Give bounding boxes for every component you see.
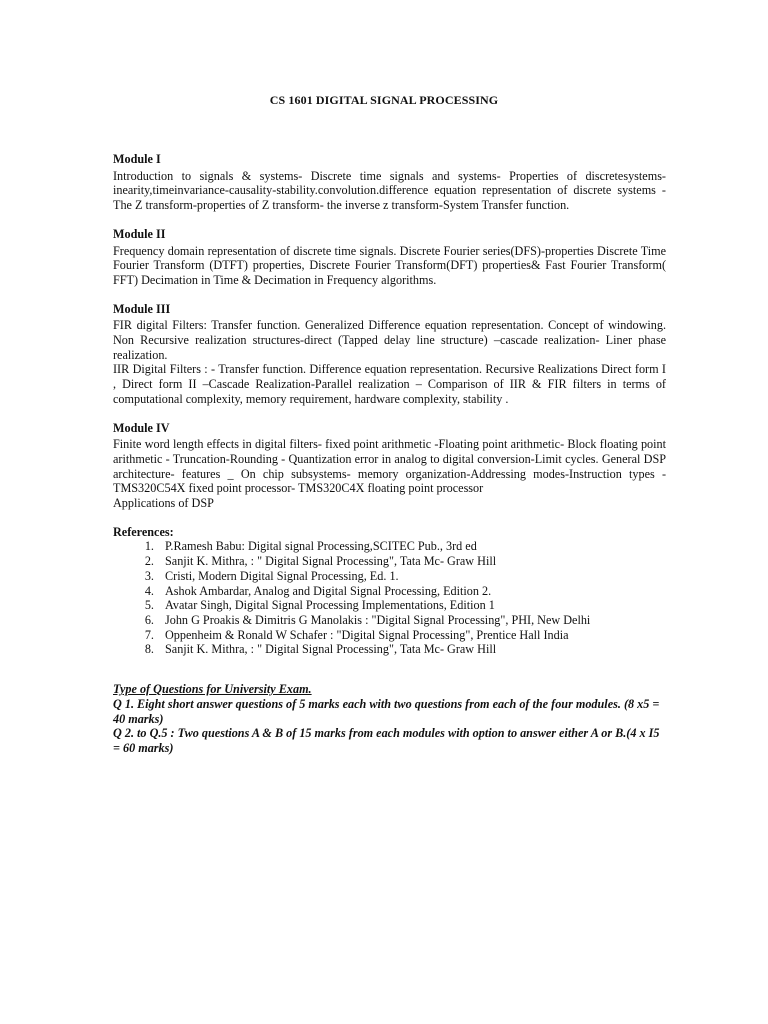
references-section [113,525,666,657]
module-heading: Module II [113,226,166,241]
reference-item: 2. Sanjit K. Mithra, : " Digital Signal Processing", Tata Mc- Graw Hill [157,554,666,569]
module-3 [113,302,666,407]
module-heading: Module III [113,301,171,316]
module-1 [113,152,666,213]
module-4 [113,421,666,511]
module-heading: Module IV [113,420,170,435]
exam-question-2: Q 2. to Q.5 : Two questions A & B of 15 marks from each modules with option to answer either A or B.(4 x I5 = 60 marks) [113,726,660,755]
module-2 [113,227,666,288]
page-title: CS 1601 DIGITAL SIGNAL PROCESSING [269,93,499,107]
reference-item: 6. John G Proakis & Dimitris G Manolakis : "Digital Signal Processing", PHI, New Delhi [157,613,666,628]
module-text [113,437,666,511]
reference-item: 5. Avatar Singh, Digital Signal Processing Implementations, Edition 1 [157,598,666,613]
exam-section [113,682,666,756]
module-paragraph: Applications of DSP [113,496,214,511]
references-heading: References: [113,524,174,539]
reference-item: 8. Sanjit K. Mithra, : " Digital Signal Processing", Tata Mc- Graw Hill [157,642,666,657]
reference-item: 7. Oppenheim & Ronald W Schafer : "Digital Signal Processing", Prentice Hall India [157,628,666,643]
module-text [113,169,666,213]
module-text [113,244,666,288]
exam-question-1: Q 1. Eight short answer questions of 5 marks each with two questions from each of the four modules. (8 x5 = 40 marks) [113,696,660,726]
module-paragraph: IIR Digital Filters : - Transfer function. Difference equation representation. Recursive Realizations Direct form I , Direct form II –Cascade Realization-Parallel realization – Comparison of IIR & FIR filters in terms of computational complexity, memory requirement, hardware complexity, stability . [113,362,666,406]
references-list [113,539,666,657]
reference-item: 1. P.Ramesh Babu: Digital signal Processing,SCITEC Pub., 3rd ed [157,539,666,554]
document-body [113,152,666,756]
reference-item: 3. Cristi, Modern Digital Signal Processing, Ed. 1. [157,569,666,584]
module-paragraph: Finite word length effects in digital filters- fixed point arithmetic -Floating point arithmetic- Block floating point arithmetic - Truncation-Rounding - Quantization error in analog to digital conversion-Limit cycles. General DSP architecture- features _ On chip subsystems- memory organization-Addressing modes-Instruction types - TMS320C54X fixed point processor- TMS320C4X floating point processor [113,437,666,496]
exam-heading: Type of Questions for University Exam. [113,682,312,697]
reference-item: 4. Ashok Ambardar, Analog and Digital Signal Processing, Edition 2. [157,584,666,599]
module-text [113,318,666,406]
module-paragraph: Introduction to signals & systems- Discrete time signals and systems- Properties of discretesystems-inearity,timeinvariance-causality-stability.convolution.difference equation representation of discrete systems - The Z transform-properties of Z transform- the inverse z transform-System Transfer function. [113,168,666,213]
module-paragraph: Frequency domain representation of discrete time signals. Discrete Fourier series(DFS)-properties Discrete Time Fourier Transform (DTFT) properties, Discrete Fourier Transform(DFT) properties& Fast Fourier Transform( FFT) Decimation in Time & Decimation in Frequency algorithms. [113,243,666,287]
module-paragraph: FIR digital Filters: Transfer function. Generalized Difference equation representation. Concept of windowing. Non Recursive realization structures-direct (Tapped delay line structure) –cascade realization- Liner phase realization. [113,318,666,362]
module-heading: Module I [113,152,161,166]
